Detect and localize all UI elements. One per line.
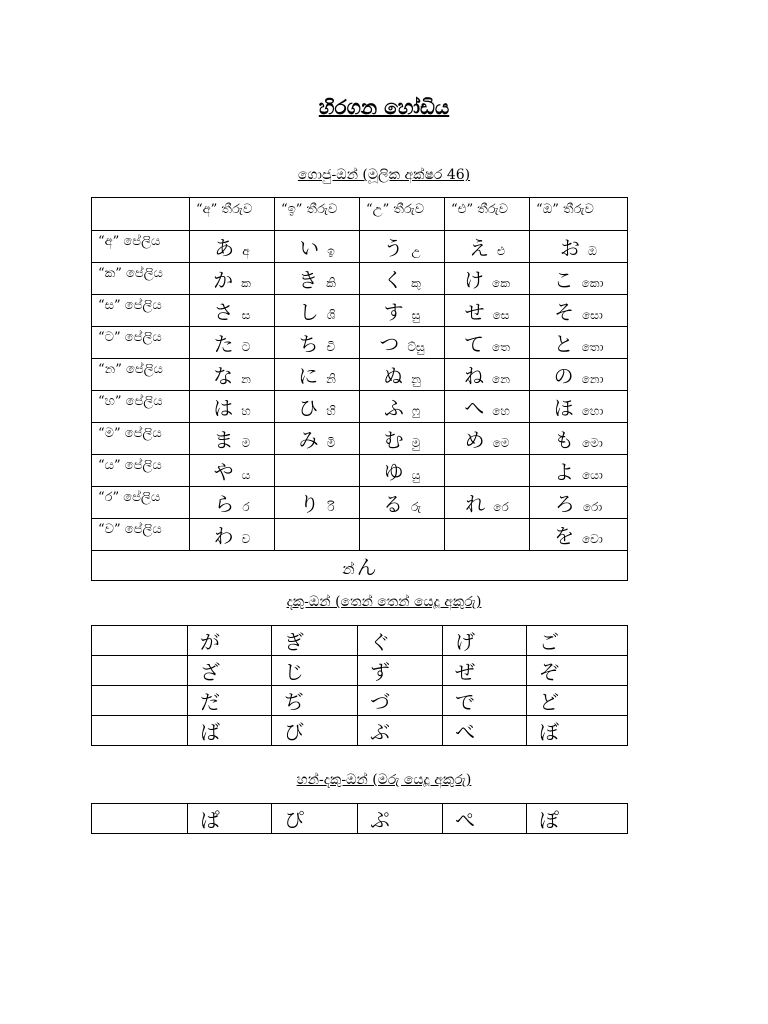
- kana-cell: [445, 327, 530, 359]
- sinhala-reading: රො: [582, 500, 603, 514]
- kana-cell: [190, 231, 275, 263]
- gojuon-header-row: [92, 198, 628, 231]
- kana-cell: [275, 263, 360, 295]
- kana-cell: [530, 327, 628, 359]
- corner-cell: [92, 198, 190, 231]
- kana-cell: [275, 327, 360, 359]
- sinhala-reading: මො: [582, 436, 603, 450]
- kana-cell: ば: [188, 716, 272, 746]
- kana-cell: [190, 519, 275, 551]
- kana-cell: び: [272, 716, 358, 746]
- kana-char: に: [298, 364, 319, 388]
- gojuon-row: [92, 295, 628, 327]
- kana-char: う: [383, 236, 404, 260]
- gojuon-row: [92, 423, 628, 455]
- kana-cell: [275, 359, 360, 391]
- kana-char: も: [554, 428, 575, 452]
- kana-char: り: [299, 492, 320, 516]
- sinhala-reading: ට්සු: [407, 340, 425, 354]
- blank-label-cell: [92, 804, 188, 834]
- kana-cell: ぎ: [272, 626, 358, 656]
- kana-cell: ざ: [188, 656, 272, 686]
- sinhala-reading: සො: [582, 308, 603, 322]
- kana-cell: [360, 391, 445, 423]
- kana-cell: べ: [443, 716, 527, 746]
- sinhala-reading: හ: [241, 404, 251, 418]
- kana-char: ま: [213, 428, 234, 452]
- kana-char: つ: [379, 332, 400, 356]
- column-header: “එ” තීරුව: [445, 198, 530, 231]
- kana-cell: [530, 455, 628, 487]
- sinhala-reading: න: [241, 372, 251, 386]
- kana-char: ゆ: [383, 460, 404, 484]
- handakuon-row: [92, 804, 628, 834]
- sinhala-reading: යු: [411, 468, 421, 482]
- kana-char: あ: [214, 236, 235, 260]
- kana-char: と: [553, 332, 574, 356]
- handakuon-section-title: හන්-දකු-ඔන් (මරු යෙදූ අකුරු): [296, 772, 472, 788]
- kana-cell: が: [188, 626, 272, 656]
- kana-cell: [360, 295, 445, 327]
- sinhala-reading: අ: [242, 244, 250, 258]
- kana-char: お: [560, 236, 581, 260]
- sinhala-reading: කි: [326, 276, 336, 290]
- dakuon-section-title: දකු-ඔන් (තෙන් තෙන් යෙදූ අකුරු): [286, 594, 482, 610]
- kana-char: み: [298, 428, 319, 452]
- kana-cell: [360, 487, 445, 519]
- kana-cell: ぷ: [358, 804, 443, 834]
- kana-char: こ: [553, 268, 574, 292]
- gojuon-row: [92, 327, 628, 359]
- kana-cell: ぜ: [443, 656, 527, 686]
- kana-cell: [445, 391, 530, 423]
- kana-cell: [275, 231, 360, 263]
- gojuon-row: [92, 263, 628, 295]
- row-label: “ව” පේලිය: [92, 519, 190, 551]
- row-label: “ම” පේලිය: [92, 423, 190, 455]
- kana-cell: [445, 519, 530, 551]
- sinhala-reading: හෙ: [492, 404, 510, 418]
- kana-cell: [275, 487, 360, 519]
- blank-label-cell: [92, 686, 188, 716]
- kana-cell: [275, 519, 360, 551]
- kana-cell: [360, 359, 445, 391]
- kana-cell: ど: [527, 686, 628, 716]
- kana-cell: [445, 231, 530, 263]
- kana-char: ね: [464, 364, 485, 388]
- kana-cell: ぞ: [527, 656, 628, 686]
- gojuon-row: [92, 359, 628, 391]
- sinhala-reading: රෙ: [493, 500, 509, 514]
- kana-cell: じ: [272, 656, 358, 686]
- dakuon-row: [92, 716, 628, 746]
- gojuon-row: [92, 455, 628, 487]
- kana-char: は: [213, 396, 234, 420]
- kana-cell: [530, 487, 628, 519]
- gojuon-row: [92, 519, 628, 551]
- kana-cell: [530, 423, 628, 455]
- kana-cell: ず: [358, 656, 443, 686]
- gojuon-row: [92, 231, 628, 263]
- sinhala-reading: ෆු: [411, 404, 421, 418]
- sinhala-reading: එ: [496, 244, 506, 258]
- kana-char: す: [383, 300, 404, 324]
- kana-char: な: [213, 364, 234, 388]
- sinhala-reading: ව: [241, 532, 251, 546]
- kana-char: て: [464, 332, 485, 356]
- n-cell: [92, 551, 628, 581]
- kana-char: る: [382, 492, 403, 516]
- sinhala-reading: කො: [581, 276, 604, 290]
- kana-cell: [190, 359, 275, 391]
- kana-char: た: [213, 332, 234, 356]
- kana-cell: [530, 295, 628, 327]
- kana-cell: だ: [188, 686, 272, 716]
- kana-cell: [190, 487, 275, 519]
- row-label: “ර” පේලිය: [92, 487, 190, 519]
- sinhala-reading: රු: [410, 500, 422, 514]
- kana-cell: ぽ: [527, 804, 628, 834]
- kana-cell: [530, 231, 628, 263]
- sinhala-reading: ය: [241, 468, 251, 482]
- kana-char: そ: [554, 300, 575, 324]
- kana-cell: [530, 519, 628, 551]
- kana-char: ち: [298, 332, 319, 356]
- kana-cell: [445, 359, 530, 391]
- kana-cell: [445, 455, 530, 487]
- gojuon-row: [92, 391, 628, 423]
- kana-char: し: [298, 300, 319, 324]
- n-sinhala-reading: න්: [342, 560, 355, 578]
- dakuon-row: [92, 656, 628, 686]
- column-header: “ඉ” තීරුව: [275, 198, 360, 231]
- column-header: “උ” තීරුව: [360, 198, 445, 231]
- sinhala-reading: හො: [581, 404, 604, 418]
- kana-cell: [530, 263, 628, 295]
- kana-char: ろ: [554, 492, 575, 516]
- sinhala-reading: උ: [411, 244, 421, 258]
- kana-cell: げ: [443, 626, 527, 656]
- kana-char: ぬ: [383, 364, 404, 388]
- sinhala-reading: මෙ: [492, 436, 510, 450]
- kana-cell: [360, 263, 445, 295]
- kana-char: き: [298, 268, 319, 292]
- kana-cell: ぼ: [527, 716, 628, 746]
- kana-char: わ: [213, 524, 234, 548]
- sinhala-reading: තෙ: [492, 340, 510, 354]
- kana-cell: [190, 327, 275, 359]
- page-title: හිරගන හෝඩිය: [318, 95, 450, 119]
- gojuon-table: [91, 197, 628, 581]
- kana-cell: ご: [527, 626, 628, 656]
- dakuon-row: [92, 686, 628, 716]
- kana-cell: [445, 487, 530, 519]
- kana-cell: [190, 423, 275, 455]
- kana-char: さ: [213, 300, 234, 324]
- kana-cell: [360, 423, 445, 455]
- kana-char: へ: [464, 396, 485, 420]
- kana-cell: [530, 359, 628, 391]
- kana-char: よ: [554, 460, 575, 484]
- kana-cell: で: [443, 686, 527, 716]
- sinhala-reading: ඔ: [588, 244, 597, 258]
- kana-char: ほ: [553, 396, 574, 420]
- sinhala-reading: තො: [581, 340, 604, 354]
- handakuon-table: [91, 803, 628, 834]
- kana-cell: [190, 295, 275, 327]
- blank-label-cell: [92, 716, 188, 746]
- kana-cell: ぢ: [272, 686, 358, 716]
- sinhala-reading: ස: [241, 308, 251, 322]
- sinhala-reading: රි: [327, 500, 335, 514]
- kana-char: を: [554, 524, 575, 548]
- kana-char: え: [468, 236, 489, 260]
- sinhala-reading: ශි: [326, 308, 336, 322]
- dakuon-table: [91, 625, 628, 746]
- blank-label-cell: [92, 656, 188, 686]
- kana-cell: ぐ: [358, 626, 443, 656]
- kana-char: ひ: [298, 396, 319, 420]
- kana-cell: [190, 263, 275, 295]
- kana-cell: [275, 455, 360, 487]
- kana-cell: [190, 455, 275, 487]
- kana-cell: [190, 391, 275, 423]
- kana-cell: [275, 391, 360, 423]
- kana-char: せ: [464, 300, 485, 324]
- kana-char: か: [213, 268, 234, 292]
- sinhala-reading: මු: [411, 436, 421, 450]
- sinhala-reading: ට: [241, 340, 251, 354]
- kana-char: ふ: [383, 396, 404, 420]
- kana-char: む: [383, 428, 404, 452]
- kana-char: の: [553, 364, 574, 388]
- row-label: “ක” පේලිය: [92, 263, 190, 295]
- sinhala-reading: නෙ: [492, 372, 510, 386]
- kana-cell: [445, 295, 530, 327]
- kana-cell: [445, 263, 530, 295]
- row-label: “අ” පේලිය: [92, 231, 190, 263]
- sinhala-reading: කු: [411, 276, 421, 290]
- kana-cell: [530, 391, 628, 423]
- sinhala-reading: සෙ: [492, 308, 510, 322]
- row-label: “ට” පේලිය: [92, 327, 190, 359]
- kana-cell: [360, 231, 445, 263]
- sinhala-reading: හි: [326, 404, 336, 418]
- row-label: “න” පේලිය: [92, 359, 190, 391]
- kana-cell: ぱ: [188, 804, 272, 834]
- sinhala-reading: නි: [326, 372, 336, 386]
- blank-label-cell: [92, 626, 188, 656]
- sinhala-reading: ම: [241, 436, 251, 450]
- kana-char: ら: [214, 492, 235, 516]
- gojuon-n-row: [92, 551, 628, 581]
- kana-char: け: [464, 268, 485, 292]
- dakuon-row: [92, 626, 628, 656]
- kana-cell: [275, 423, 360, 455]
- sinhala-reading: නු: [411, 372, 421, 386]
- kana-cell: ぴ: [272, 804, 358, 834]
- kana-cell: [360, 455, 445, 487]
- row-label: “ය” පේලිය: [92, 455, 190, 487]
- row-label: “ස” පේලිය: [92, 295, 190, 327]
- sinhala-reading: යො: [582, 468, 603, 482]
- gojuon-section-title: ගොජු-ඔන් (මූලික අක්ෂර 46): [297, 167, 471, 183]
- n-kana-char: ん: [356, 555, 377, 579]
- sinhala-reading: වො: [582, 532, 603, 546]
- kana-char: や: [213, 460, 234, 484]
- sinhala-reading: සු: [411, 308, 421, 322]
- sinhala-reading: ක: [241, 276, 251, 290]
- sinhala-reading: නො: [581, 372, 604, 386]
- kana-char: く: [383, 268, 404, 292]
- kana-cell: [445, 423, 530, 455]
- sinhala-reading: මි: [326, 436, 336, 450]
- kana-char: れ: [465, 492, 486, 516]
- kana-cell: [360, 519, 445, 551]
- kana-char: い: [299, 236, 320, 260]
- kana-cell: ぺ: [443, 804, 527, 834]
- kana-cell: づ: [358, 686, 443, 716]
- kana-char: め: [464, 428, 485, 452]
- kana-cell: ぶ: [358, 716, 443, 746]
- column-header: “ඔ” තීරුව: [530, 198, 628, 231]
- row-label: “හ” පේලිය: [92, 391, 190, 423]
- sinhala-reading: කෙ: [492, 276, 510, 290]
- sinhala-reading: ඉ: [327, 244, 335, 258]
- kana-cell: [360, 327, 445, 359]
- sinhala-reading: චි: [326, 340, 336, 354]
- sinhala-reading: ර: [242, 500, 250, 514]
- kana-cell: [275, 295, 360, 327]
- gojuon-row: [92, 487, 628, 519]
- column-header: “අ” තීරුව: [190, 198, 275, 231]
